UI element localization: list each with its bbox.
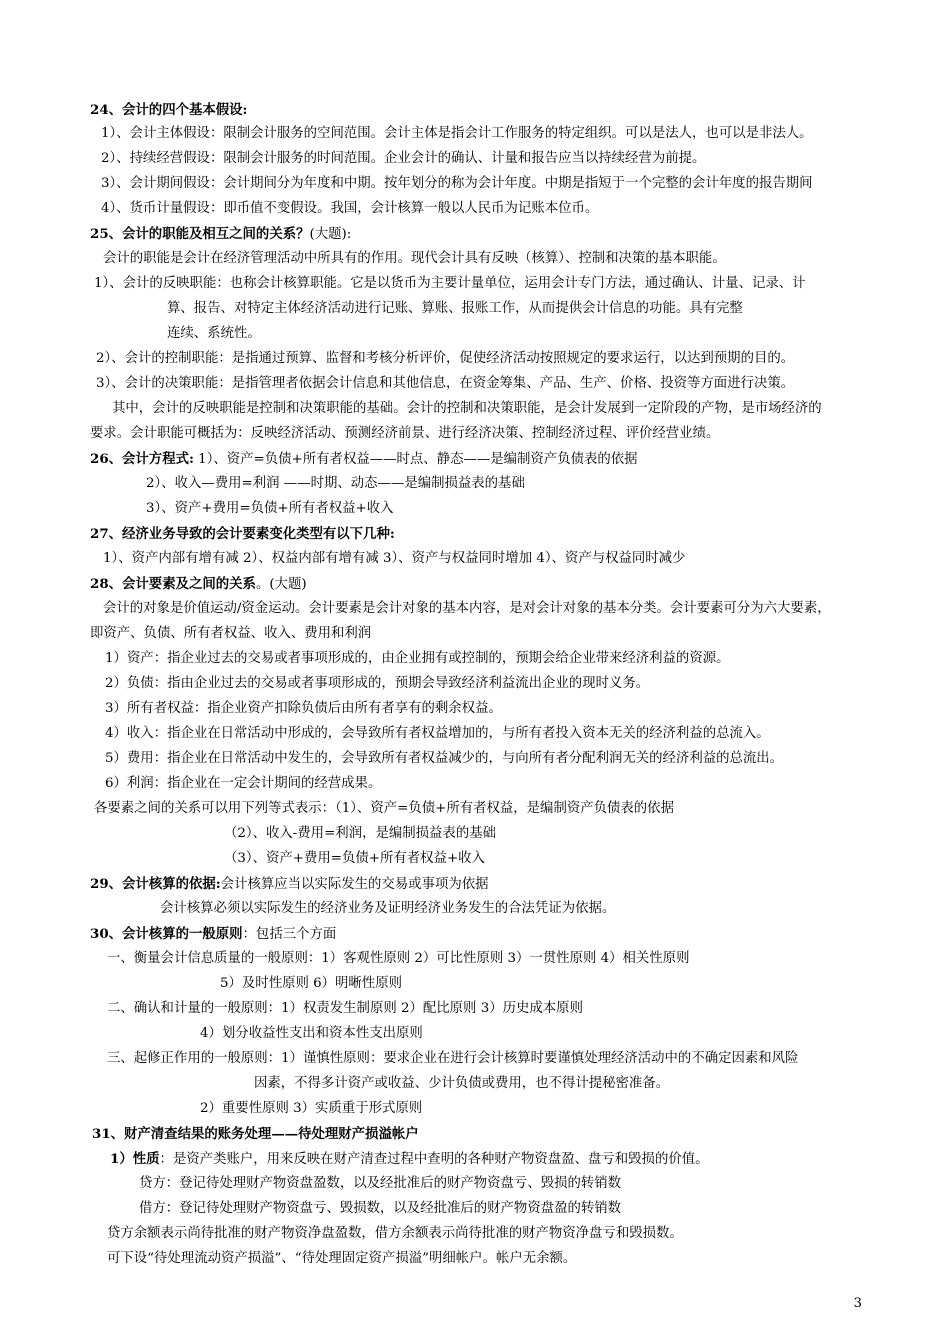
heading-text: 30、会计核算的一般原则 <box>90 926 243 942</box>
body-text: 会计的职能是会计在经济管理活动中所具有的作用。现代会计具有反映（核算）、控制和决策的基本职能。 <box>103 251 726 266</box>
text-line <box>105 774 381 794</box>
text-line <box>101 174 813 194</box>
section-heading-line <box>90 524 395 545</box>
text-line <box>107 949 689 969</box>
text-line <box>139 1199 621 1219</box>
heading-text: 26、会计方程式: <box>90 451 194 467</box>
body-text: 1）、会计的反映职能：也称会计核算职能。它是以货币为主要计量单位，运用会计专门方法，通过确认、计量、记录、计 <box>94 276 806 291</box>
text-line <box>220 974 402 994</box>
page-number: 3 <box>853 1296 862 1311</box>
text-line <box>105 699 502 719</box>
body-text: 二、确认和计量的一般原则：1）权责发生制原则 2）配比原则 3）历史成本原则 <box>107 1001 583 1016</box>
text-line <box>90 424 719 444</box>
heading-text: 28、会计要素及之间的关系 <box>90 576 256 592</box>
text-line <box>112 399 822 419</box>
text-line <box>160 899 615 919</box>
body-text: 各要素之间的关系可以用下列等式表示：（1）、资产=负债+所有者权益，是编制资产负债表的依据 <box>94 801 674 816</box>
text-line <box>107 1249 576 1269</box>
body-text: 三、起修正作用的一般原则：1）谨慎性原则：要求企业在进行会计核算时要谨慎处理经济活动中的不确定因素和风险 <box>107 1051 799 1066</box>
body-text: 会计核算必须以实际发生的经济业务及证明经济业务发生的合法凭证为依据。 <box>160 901 616 916</box>
text-line <box>254 1074 669 1094</box>
section-heading-line <box>90 924 336 945</box>
body-text: 贷方余额表示尚待批准的财产物资净盘盈数，借方余额表示尚待批准的财产物资净盘亏和毁损数。 <box>107 1226 683 1241</box>
body-text: 2）重要性原则 3）实质重于形式原则 <box>200 1101 423 1116</box>
body-text: 1）、资产内部有增有减 2）、权益内部有增有减 3）、资产与权益同时增加 4）、资产与权益同时减少 <box>103 551 686 566</box>
body-text: 2）、会计的控制职能：是指通过预算、监督和考核分析评价，促使经济活动按照规定的要求运行，以达到预期的目的。 <box>96 351 795 366</box>
section-heading-line <box>110 1149 709 1170</box>
body-text: （3）、资产+费用=负债+所有者权益+收入 <box>224 851 485 866</box>
text-line <box>200 1024 423 1044</box>
text-line <box>105 674 649 694</box>
text-line <box>96 374 794 394</box>
body-text: 1）、会计主体假设：限制会计服务的空间范围。会计主体是指会计工作服务的特定组织。可以是法人，也可以是非法人。 <box>101 126 813 141</box>
heading-text: 1）性质 <box>110 1151 160 1167</box>
text-line <box>101 149 705 169</box>
section-heading-line <box>90 449 638 470</box>
section-heading-line <box>90 100 247 121</box>
body-text: 4）、货币计量假设：即币值不变假设。我国，会计核算一般以人民币为记账本位币。 <box>101 201 599 216</box>
body-text: ：包括三个方面 <box>242 927 337 942</box>
text-line <box>96 349 794 369</box>
text-line <box>105 649 730 669</box>
body-text: 3）所有者权益：指企业资产扣除负债后由所有者享有的剩余权益。 <box>105 701 502 716</box>
section-heading-line <box>92 1124 419 1145</box>
text-line <box>103 249 726 269</box>
text-line <box>224 849 485 869</box>
body-text: 3）、会计期间假设：会计期间分为年度和中期。按年划分的称为会计年度。中期是指短于一个完整的会计年度的报告期间 <box>101 176 813 191</box>
text-line <box>105 724 770 744</box>
body-text: 4）收入：指企业在日常活动中形成的，会导致所有者权益增加的，与所有者投入资本无关的经济利益的总流入。 <box>105 726 770 741</box>
body-text: 因素，不得多计资产或收益、少计负债或费用，也不得计提秘密准备。 <box>254 1076 670 1091</box>
body-text: 借方：登记待处理财产物资盘亏、毁损数，以及经批准后的财产物资盘盈的转销数 <box>139 1201 622 1216</box>
text-line <box>107 1224 683 1244</box>
text-line <box>224 824 496 844</box>
body-text: 贷方：登记待处理财产物资盘盈数，以及经批准后的财产物资盘亏、毁损的转销数 <box>139 1176 622 1191</box>
text-line <box>94 799 674 819</box>
body-text: 一、衡量会计信息质量的一般原则：1）客观性原则 2）可比性原则 3）一贯性原则 4）相关性原则 <box>107 951 690 966</box>
heading-text: 29、会计核算的依据: <box>90 876 221 892</box>
body-text: 3）、会计的决策职能：是指管理者依据会计信息和其他信息，在资金筹集、产品、生产、价格、投资等方面进行决策。 <box>96 376 795 391</box>
text-line <box>105 749 783 769</box>
text-line <box>103 549 685 569</box>
body-text: 2）负债：指由企业过去的交易或者事项形成的，预期会导致经济利益流出企业的现时义务。 <box>105 676 650 691</box>
text-line <box>107 1049 798 1069</box>
body-text: 算、报告、对特定主体经济活动进行记账、算账、报账工作，从而提供会计信息的功能。具有完整 <box>167 301 743 316</box>
heading-text: 24、会计的四个基本假设: <box>90 102 248 118</box>
body-text: (大题): <box>309 227 352 242</box>
text-line <box>139 1174 621 1194</box>
body-text: 要求。会计职能可概括为：反映经济活动、预测经济前景、进行经济决策、控制经济过程、评价经营业绩。 <box>90 426 720 441</box>
text-line <box>101 124 813 144</box>
body-text: 其中，会计的反映职能是控制和决策职能的基础。会计的控制和决策职能，是会计发展到一定阶段的产物，是市场经济的 <box>112 401 822 416</box>
heading-text: 31、财产清查结果的账务处理——待处理财产损溢帐户 <box>92 1126 419 1142</box>
text-line <box>103 599 831 619</box>
text-line <box>94 274 806 294</box>
body-text: 2）、收入—费用=利润 ——时期、动态——是编制损益表的基础 <box>146 476 525 491</box>
section-heading-line <box>90 224 351 245</box>
heading-text: 25、会计的职能及相互之间的关系？ <box>90 226 310 242</box>
section-heading-line <box>90 574 307 595</box>
body-text: 会计的对象是价值运动/资金运动。会计要素是会计对象的基本内容，是对会计对象的基本分类。会计要素可分为六大要素， <box>103 601 831 616</box>
body-text: 5）及时性原则 6）明晰性原则 <box>220 976 402 991</box>
heading-text: 27、经济业务导致的会计要素变化类型有以下几种: <box>90 526 395 542</box>
body-text: （2）、收入-费用=利润，是编制损益表的基础 <box>224 826 496 841</box>
text-line <box>146 499 394 519</box>
body-text: 可下设“待处理流动资产损溢”、“待处理固定资产损溢”明细帐户。帐户无余额。 <box>107 1251 577 1266</box>
body-text: 连续、系统性。 <box>167 326 261 341</box>
body-text: ：是资产类账户，用来反映在财产清查过程中查明的各种财产物资盘盈、盘亏和毁损的价值。 <box>159 1152 709 1167</box>
body-text: 1）资产：指企业过去的交易或者事项形成的，由企业拥有或控制的，预期会给企业带来经济利益的资源。 <box>105 651 730 666</box>
text-line <box>200 1099 422 1119</box>
body-text: 4）划分收益性支出和资本性支出原则 <box>200 1026 423 1041</box>
body-text: 3）、资产+费用=负债+所有者权益+收入 <box>146 501 394 516</box>
body-text: 2）、持续经营假设：限制会计服务的时间范围。企业会计的确认、计量和报告应当以持续经营为前提。 <box>101 151 706 166</box>
body-text: 。(大题) <box>255 577 307 592</box>
text-line <box>107 999 583 1019</box>
text-line <box>167 299 743 319</box>
body-text: 即资产、负债、所有者权益、收入、费用和利润 <box>90 626 372 641</box>
body-text: 1）、资产=负债+所有者权益——时点、静态——是编制资产负债表的依据 <box>193 452 638 467</box>
body-text: 会计核算应当以实际发生的交易或事项为依据 <box>220 877 489 892</box>
text-line <box>101 199 598 219</box>
text-line <box>167 324 261 344</box>
text-line <box>90 624 371 644</box>
section-heading-line <box>90 874 489 895</box>
text-line <box>146 474 525 494</box>
body-text: 6）利润：指企业在一定会计期间的经营成果。 <box>105 776 382 791</box>
body-text: 5）费用：指企业在日常活动中发生的，会导致所有者权益减少的，与向所有者分配利润无关的经济利益的总流出。 <box>105 751 784 766</box>
